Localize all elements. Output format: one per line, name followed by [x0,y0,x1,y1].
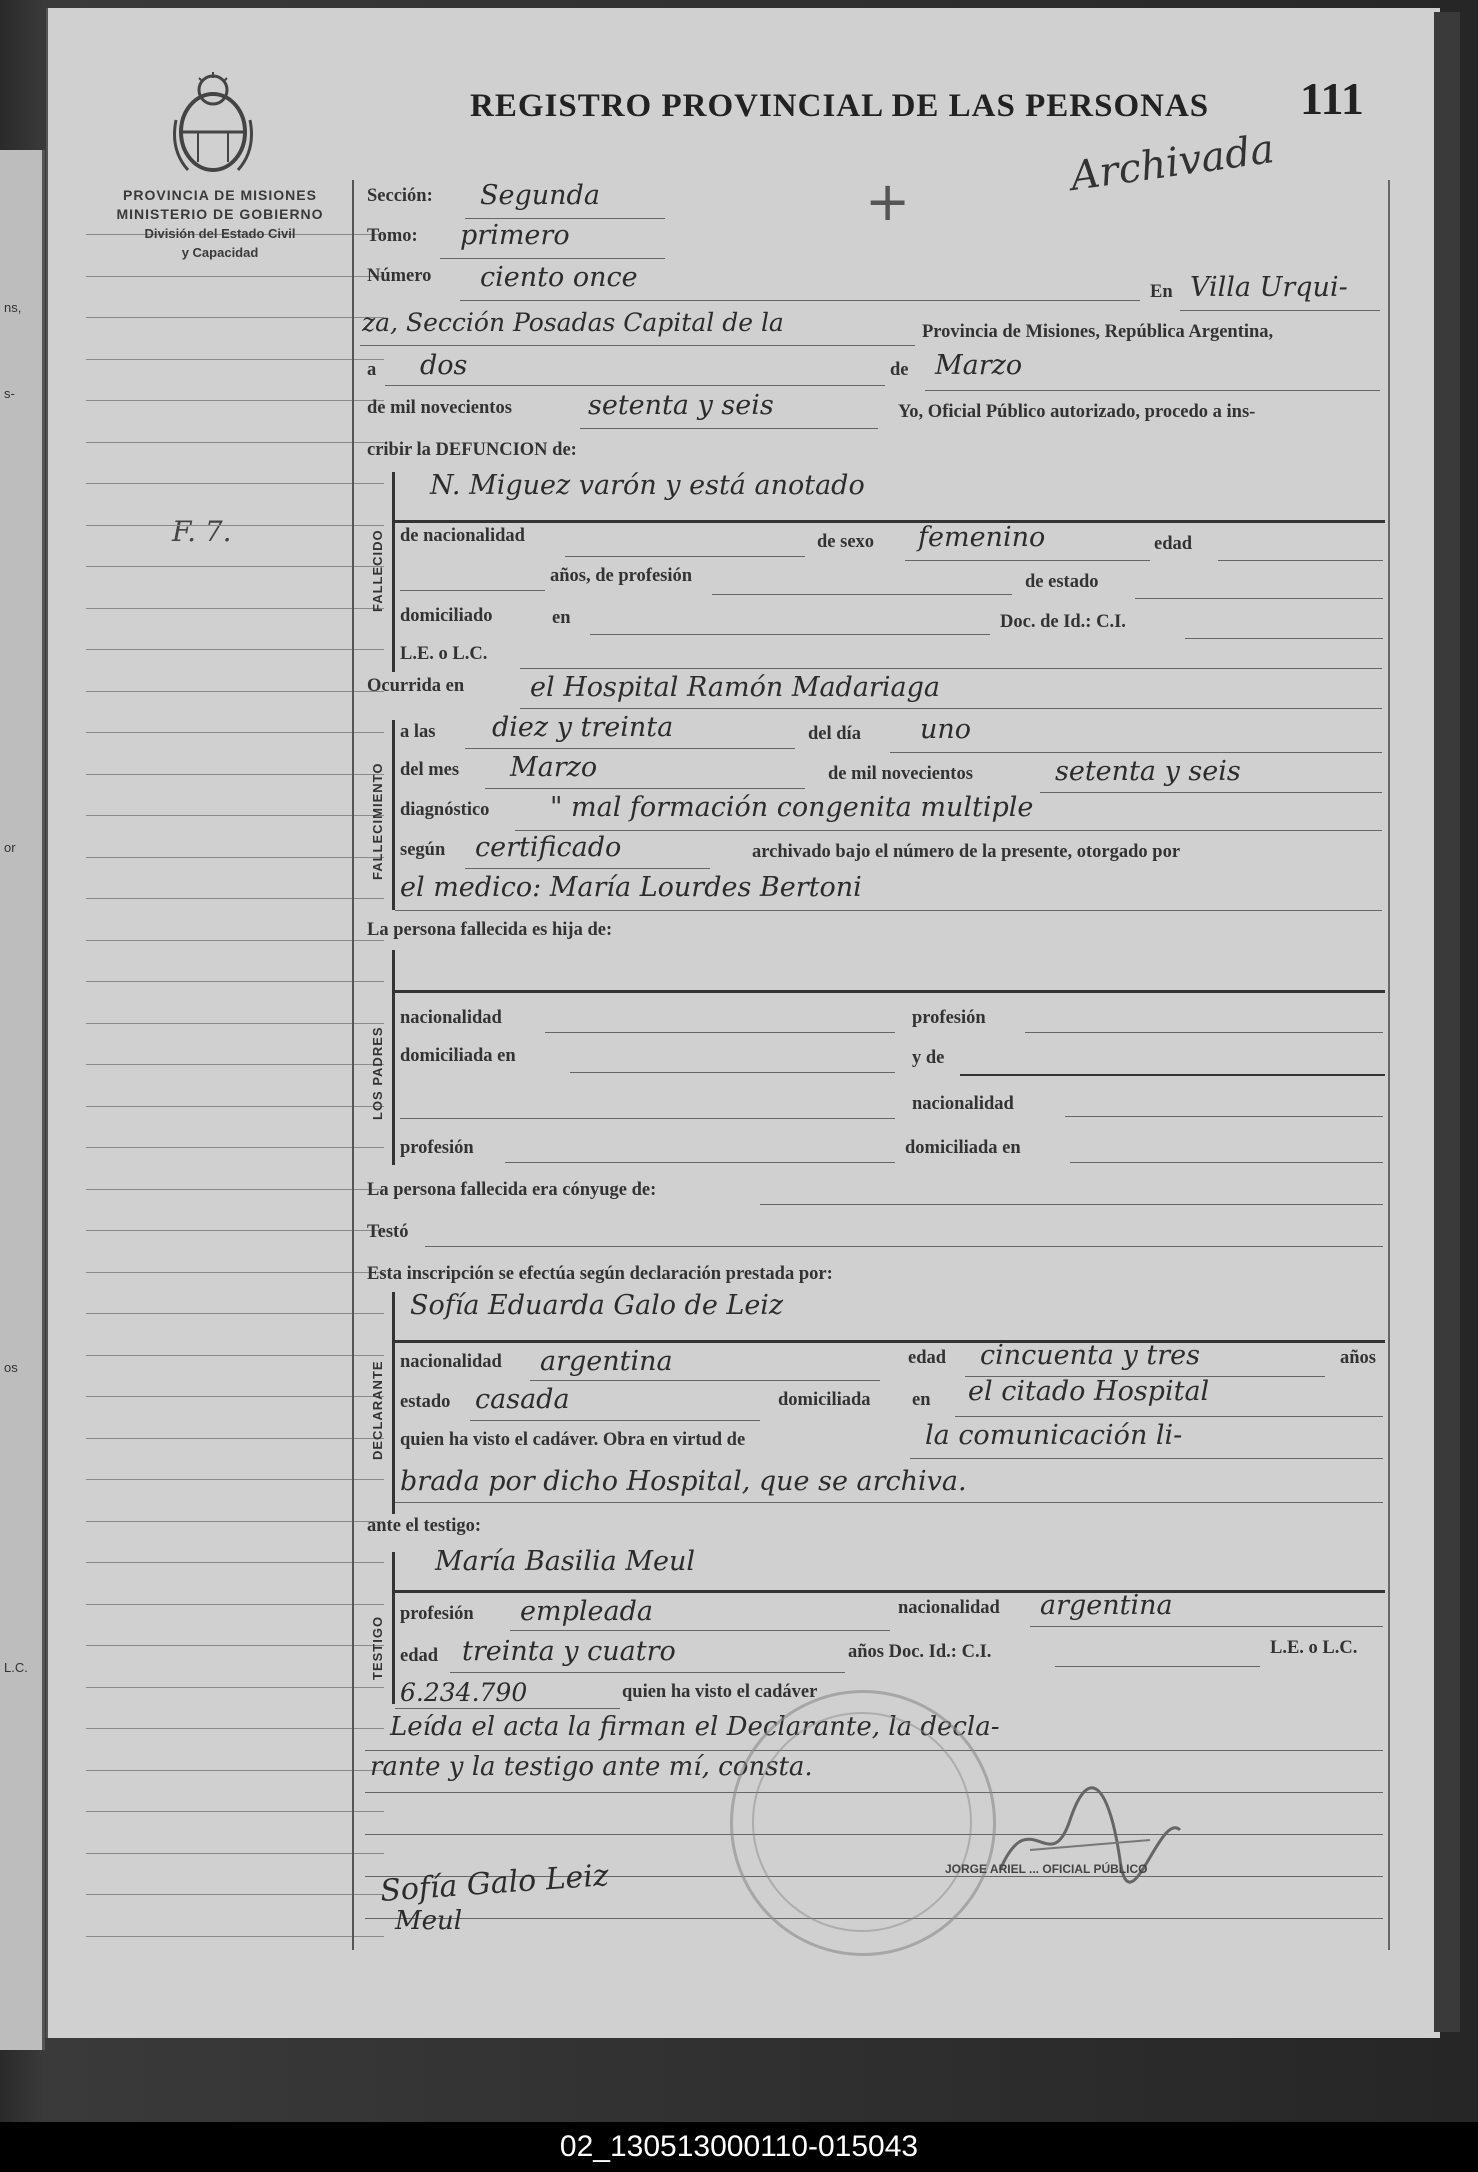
madre-nacionalidad-label: nacionalidad [912,1094,1014,1114]
edge-fragment: s- [4,386,15,401]
stub-ruled-line [86,857,384,858]
testigo-section-label: TESTIGO [370,1615,385,1680]
stub-ruled-line [86,1562,384,1563]
seccion-value: Segunda [480,180,600,211]
inscribir-text: cribir la DEFUNCION de: [367,440,577,460]
padre-profesion-label: profesión [912,1008,986,1028]
rule [1070,1162,1383,1163]
rule [385,385,885,386]
hija-label: La persona fallecida es hija de: [367,920,613,940]
lugar-value-1: Villa Urqui- [1190,272,1348,303]
stub-ruled-line [86,276,384,277]
declarante-nacionalidad-value: argentina [540,1346,673,1377]
name-rule [395,990,1385,993]
stub-ruled-line [86,1064,384,1065]
rule [400,1118,895,1119]
rule [1025,1032,1383,1033]
rule [510,1630,890,1631]
en-label: En [1150,282,1173,302]
stub-ruled-line [86,400,384,401]
argentine-coat-of-arms-icon [168,70,258,180]
document-title: REGISTRO PROVINCIAL DE LAS PERSONAS [470,88,1210,124]
del-mes-label: del mes [400,760,460,780]
rule [1180,310,1380,311]
rule [395,1502,1383,1503]
rule [760,1204,1383,1205]
official-seal-inner-ring [752,1712,972,1932]
name-rule [960,1074,1385,1076]
authority-province: PROVINCIA DE MISIONES [123,187,317,203]
anio-label: de mil novecientos [367,398,512,418]
page-number: 111 [1300,73,1364,124]
provincia-text: Provincia de Misiones, República Argentina, [922,322,1274,342]
rule [465,218,665,219]
ocurrida-value: el Hospital Ramón Madariaga [530,672,940,703]
stub-ruled-line [86,1106,384,1107]
segun-label: según [400,840,446,860]
dia2-value: uno [920,714,972,745]
segun-value: certificado [475,832,622,863]
closing-line-1: Leída el acta la firman el Declarante, la decla- [390,1712,1000,1742]
hora-value: diez y treinta [492,712,674,743]
declarante-estado-label: estado [400,1392,451,1412]
stub-note: F. 7. [172,515,232,548]
closing-line-2: rante y la testigo ante mí, consta. [370,1752,813,1782]
testo-label: Testó [367,1222,409,1242]
authority-division: División del Estado Civil [144,226,296,241]
stub-ruled-line [86,1728,384,1729]
rule [485,788,805,789]
sexo-value: femenino [918,522,1046,553]
rule [712,594,1012,595]
rule [1030,1626,1383,1627]
rule [580,428,878,429]
anio2-value: setenta y seis [1055,756,1241,787]
de-label: de [890,360,909,380]
rule [1065,1116,1383,1117]
padre-nacionalidad-label: nacionalidad [400,1008,502,1028]
declarante-obra-value-1: la comunicación li- [925,1420,1183,1451]
madre-profesion-label: profesión [400,1138,474,1158]
oficial-text: Yo, Oficial Público autorizado, procedo a ins- [898,402,1256,422]
rule [530,1380,880,1381]
rule [515,830,1382,831]
testigo-nacionalidad-label: nacionalidad [898,1598,1000,1618]
stub-ruled-line [86,1147,384,1148]
le-lc-label: L.E. o L.C. [400,644,488,664]
stub-ruled-line [86,1313,384,1314]
anios-profesion-label: años, de profesión [550,566,693,586]
declarante-anios-label: años [1340,1348,1376,1368]
stub-ruled-line [86,898,384,899]
testigo-le-lc-label: L.E. o L.C. [1270,1638,1358,1658]
stub-ruled-line [86,1521,384,1522]
rule [520,708,1382,709]
fallecido-name: N. Miguez varón y está anotado [430,470,865,501]
rule [1040,792,1382,793]
rule [570,1072,895,1073]
declarante-quien-text: quien ha visto el cadáver. Obra en virtud de [400,1430,746,1450]
fallecido-section-label: FALLECIDO [370,529,385,612]
stub-ruled-line [86,317,384,318]
stub-ruled-line [86,940,384,941]
rule [395,1708,620,1709]
stub-ruled-line [86,981,384,982]
rule [1135,598,1383,599]
testigo-nacionalidad-value: argentina [1040,1590,1173,1621]
testigo-quien-text: quien ha visto el cadáver [622,1682,818,1702]
stub-ruled-line [86,566,384,567]
stub-ruled-line [86,732,384,733]
stub-ruled-line [86,774,384,775]
archivado-text: archivado bajo el número de la presente, otorgado por [752,842,1181,862]
stub-ruled-line [86,1189,384,1190]
authority-capacity: y Capacidad [181,245,259,260]
medico-value: el medico: María Lourdes Bertoni [400,872,862,903]
testigo-edad-label: edad [400,1646,439,1666]
conyuge-label: La persona fallecida era cónyuge de: [367,1180,657,1200]
stub-ruled-line [86,525,384,526]
name-rule [395,1590,1385,1593]
issuing-authority [90,186,350,262]
rule [440,258,665,259]
name-rule [395,520,1385,523]
declarante-section-label: DECLARANTE [370,1360,385,1460]
stub-divider [352,180,354,1950]
right-margin-rule [1388,180,1390,1950]
fallecimiento-section-label: FALLECIMIENTO [370,762,385,880]
edge-fragment: or [4,840,16,855]
numero-label: Número [367,266,432,286]
archive-annotation-signature: Archivada [1067,125,1278,201]
rule [1185,638,1383,639]
rule [955,1416,1383,1417]
declarante-estado-value: casada [475,1384,570,1415]
section-rule [392,472,395,672]
stub-ruled-line [86,1396,384,1397]
declarante-nacionalidad-label: nacionalidad [400,1352,502,1372]
rule [395,910,1382,911]
stub-ruled-line [86,1023,384,1024]
name-rule [395,1340,1385,1343]
stub-ruled-line [86,1272,384,1273]
declarante-obra-value-2: brada por dicho Hospital, que se archiva. [400,1466,967,1497]
edge-fragment: ns, [4,300,22,315]
page-edge [1434,12,1460,2032]
seccion-label: Sección: [367,186,433,206]
stub-ruled-line [86,1936,384,1937]
dia-value: dos [420,350,468,381]
testigo-profesion-value: empleada [520,1596,653,1627]
stub-ruled-line [86,608,384,609]
en-label-2: en [552,608,571,628]
inscripcion-text: Esta inscripción se efectúa según declaración prestada por: [367,1264,833,1284]
officer-stamp-text: JORGE ARIEL ... OFICIAL PÚBLICO [945,1862,1148,1876]
mes-value: Marzo [935,350,1023,381]
scan-footer [0,2122,1478,2172]
stub-ruled-line [86,691,384,692]
rule [460,300,1140,301]
edad-label: edad [1154,534,1193,554]
edge-fragment: L.C. [4,1660,28,1675]
stub-ruled-line [86,1355,384,1356]
tomo-label: Tomo: [367,226,418,246]
sexo-label: de sexo [817,532,875,552]
declarante-domicilio-value: el citado Hospital [968,1376,1210,1407]
testigo-intro: ante el testigo: [367,1516,482,1536]
section-rule [392,1292,395,1514]
declarante-name: Sofía Eduarda Galo de Leiz [410,1290,784,1321]
section-rule [392,1552,395,1704]
stub-ruled-line [86,649,384,650]
mil-label: de mil novecientos [828,764,973,784]
numero-value: ciento once [480,262,638,293]
nacionalidad-label: de nacionalidad [400,526,525,546]
padres-section-label: LOS PADRES [370,1026,385,1120]
stub-ruled-line [86,359,384,360]
rule [425,1246,1383,1247]
rule [1218,560,1383,561]
rule [905,560,1150,561]
stub-ruled-line [86,1894,384,1895]
rule [925,390,1380,391]
authority-ministry: MINISTERIO DE GOBIERNO [116,206,324,222]
section-rule [392,950,395,1165]
madre-domiciliada-label: domiciliada en [905,1138,1021,1158]
rule [910,1458,1383,1459]
stub-ruled-line [86,1438,384,1439]
rule [545,1032,895,1033]
rule [400,590,545,591]
rule [590,634,990,635]
stub-ruled-line [86,815,384,816]
cross-mark: + [865,170,911,233]
stub-ruled-line [86,1645,384,1646]
diagnostico-value: " mal formación congenita multiple [550,792,1034,823]
stub-ruled-line [86,1479,384,1480]
testigo-name: María Basilia Meul [435,1546,695,1577]
testigo-profesion-label: profesión [400,1604,474,1624]
stub-ruled-line [86,1811,384,1812]
declarante-edad-value: cincuenta y tres [980,1340,1200,1371]
ocurrida-label: Ocurrida en [367,676,465,696]
stub-ruled-line [86,1853,384,1854]
declarante-en-label: en [912,1390,931,1410]
stub-ruled-line [86,1230,384,1231]
diagnostico-label: diagnóstico [400,800,490,820]
rule [565,556,805,557]
declarante-domiciliada-label: domiciliada [778,1390,871,1410]
stub-ruled-line [86,1770,384,1771]
y-de-label: y de [912,1048,945,1068]
doc-label: Doc. de Id.: C.I. [1000,612,1126,632]
testigo-doc-value: 6.234.790 [400,1678,528,1707]
testigo-anios-doc-label: años Doc. Id.: C.I. [848,1642,992,1662]
rule [1055,1666,1260,1667]
stub-ruled-line [86,483,384,484]
del-dia-label: del día [808,724,861,744]
stub-ruled-line [86,1687,384,1688]
section-rule [392,720,395,910]
domiciliado-label: domiciliado [400,606,493,626]
mes2-value: Marzo [510,752,598,783]
declarante-signature: Sofía Galo Leiz [379,1858,610,1909]
lugar-value-2: za, Sección Posadas Capital de la [362,308,784,337]
padre-domiciliada-label: domiciliada en [400,1046,516,1066]
stub-column [46,180,350,1950]
rule [360,345,915,346]
edge-fragment: os [4,1360,18,1375]
anio-value: setenta y seis [588,390,774,421]
rule [470,1420,760,1421]
stub-ruled-line [86,442,384,443]
rule [450,1672,845,1673]
rule [505,1162,895,1163]
testigo-edad-value: treinta y cuatro [462,1636,676,1667]
stub-ruled-line [86,1604,384,1605]
scan-image-id: 02_130513000110-015043 [559,2130,919,2163]
declarante-edad-label: edad [908,1348,947,1368]
testigo-signature: Meul [395,1906,463,1936]
rule [520,668,1382,669]
rule [465,748,795,749]
a-label: a [367,360,377,380]
a-las-label: a las [400,722,436,742]
rule [465,868,710,869]
estado-label: de estado [1025,572,1099,592]
adjacent-page-strip [0,150,45,2050]
tomo-value: primero [460,220,570,251]
rule [890,752,1382,753]
